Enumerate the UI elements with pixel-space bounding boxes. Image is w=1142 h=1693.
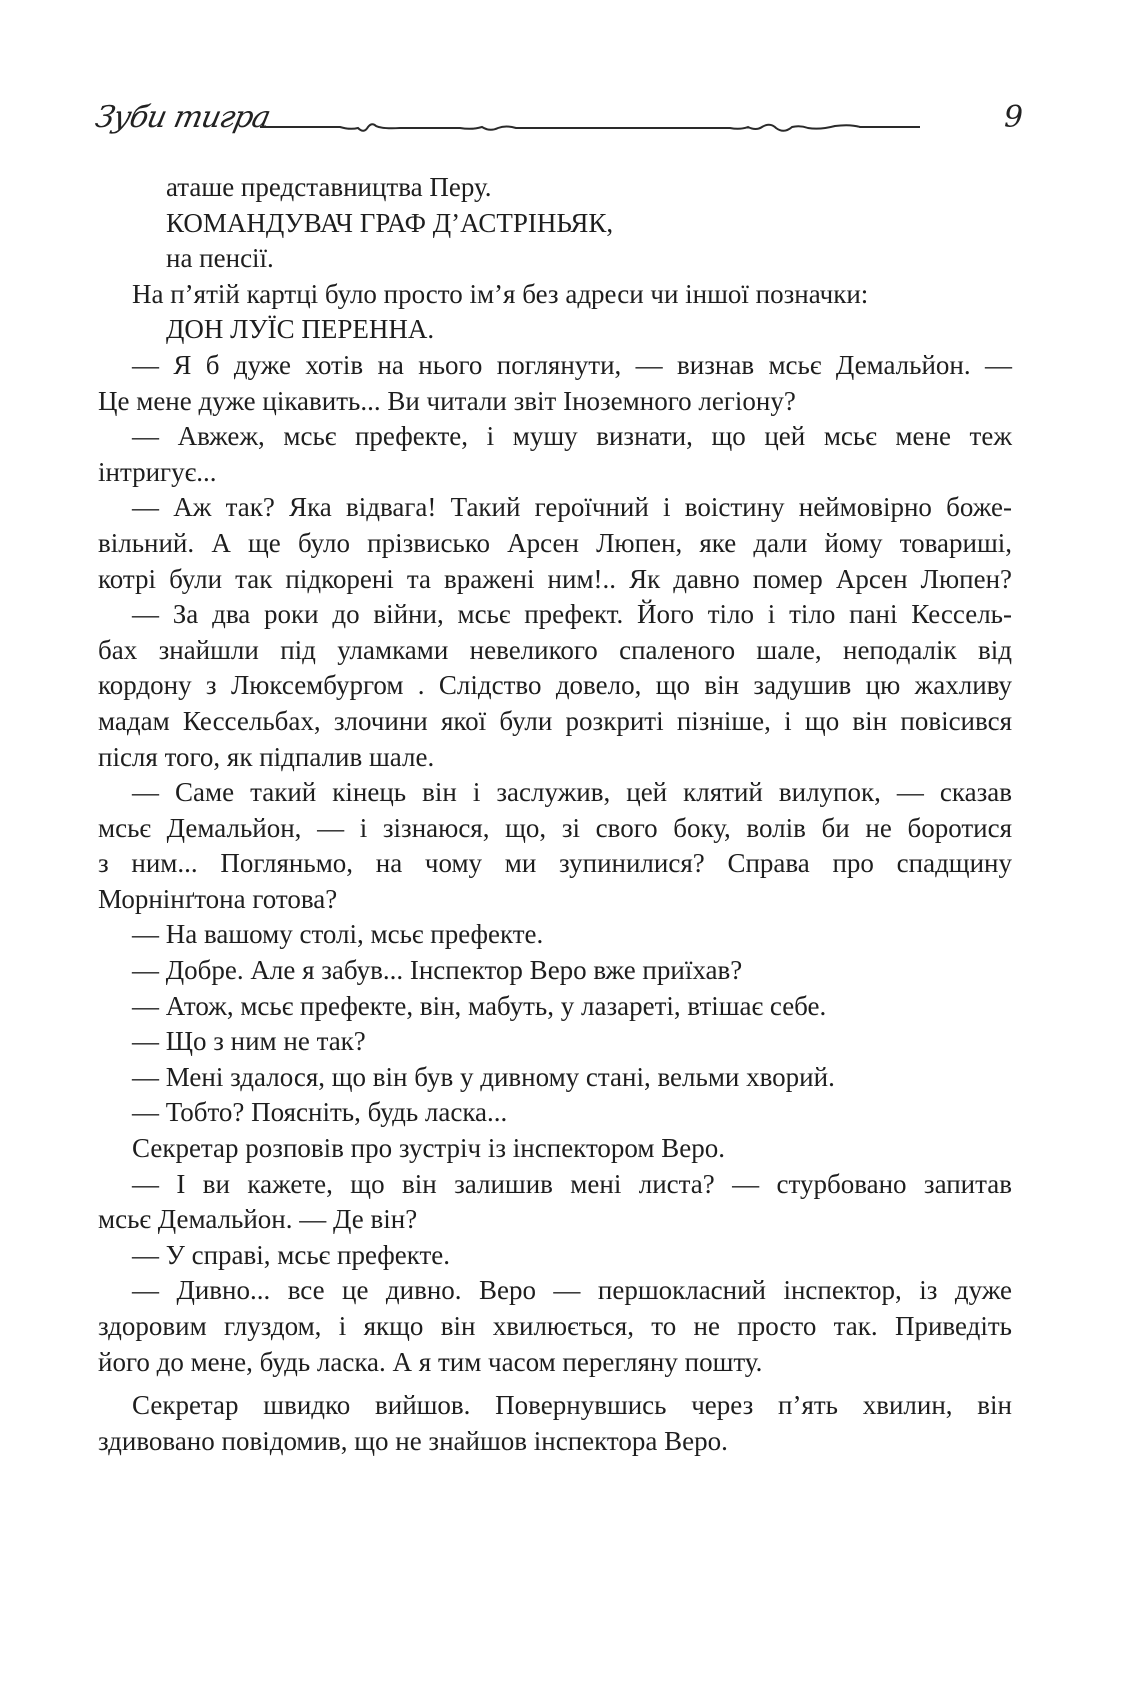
text-line: — Атож, мсьє префекте, він, мабуть, у лазареті, втішає себе. <box>132 990 827 1021</box>
page-number: 9 <box>1004 100 1024 135</box>
text-line: здоровим глуздом, і якщо він хвилюється, то не просто так. Приведіть <box>98 1311 1012 1341</box>
text-line: кордону з Люксембургом . Слідство довело, що він задушив цю жахливу <box>98 670 1012 701</box>
text-line: інтригує... <box>98 456 217 487</box>
text-line: Це мене дуже цікавить... Ви читали звіт Іноземного легіону? <box>98 385 796 416</box>
text-line: Секретар розповів про зустріч із інспектором Веро. <box>132 1133 725 1164</box>
text-line: здивовано повідомив, що не знайшов інспектора Веро. <box>98 1425 728 1456</box>
text-line: — На вашому столі, мсьє префекте. <box>132 919 544 950</box>
text-line: — Мені здалося, що він був у дивному стані, вельми хворий. <box>132 1061 835 1092</box>
text-line: на пенсії. <box>166 243 274 274</box>
text-line: після того, як підпалив шале. <box>98 741 435 772</box>
text-line: його до мене, будь ласка. А я тим часом перегляну пошту. <box>98 1346 763 1377</box>
text-line: Морнінґтона готова? <box>98 883 338 914</box>
text-line: — У справі, мсьє префекте. <box>132 1239 451 1270</box>
text-line: — Я б дуже хотів на нього поглянути, — визнав мсьє Демальйон. — <box>132 349 1012 380</box>
text-line: — Саме такий кінець він і заслужив, цей клятий вилупок, — сказав <box>132 777 1012 808</box>
ornamental-rule-icon <box>260 112 985 142</box>
text-line: мсьє Демальйон. — Де він? <box>98 1204 418 1235</box>
text-line: КОМАНДУВАЧ ГРАФ Д’АСТРІНЬЯК, <box>166 207 614 238</box>
running-title: Зуби тигра <box>92 100 274 135</box>
text-line: — Дивно... все це дивно. Веро — першокласний інспектор, із дуже <box>132 1275 1012 1306</box>
text-line: — Що з ним не так? <box>132 1026 366 1057</box>
text-line: мсьє Демальйон, — і зізнаюся, що, зі свого боку, волів би не боротися <box>98 812 1012 843</box>
text-line: вільний. А ще було прізвисько Арсен Люпен, яке дали йому товариші, <box>98 527 1012 558</box>
body-text <box>98 170 1012 1459</box>
text-line: — Авжеж, мсьє префекте, і мушу визнати, що цей мсьє мене теж <box>132 421 1012 452</box>
text-line: — Добре. Але я забув... Інспектор Веро вже приїхав? <box>132 955 743 986</box>
text-line: — Аж так? Яка відвага! Такий героїчний і воістину неймовірно боже- <box>132 492 1012 523</box>
text-line: ДОН ЛУЇС ПЕРЕННА. <box>166 314 435 345</box>
text-line: Секретар швидко вийшов. Повернувшись через п’ять хвилин, він <box>132 1390 1012 1421</box>
text-line: На п’ятій картці було просто ім’я без адреси чи іншої позначки: <box>132 278 869 309</box>
text-line: бах знайшли під уламками невеликого спаленого шале, неподалік від <box>98 634 1012 665</box>
paragraph-gap <box>132 1380 1012 1388</box>
text-line: — І ви кажете, що він залишив мені листа? — стурбовано запитав <box>132 1168 1012 1199</box>
text-line: з ним... Погляньмо, на чому ми зупинилися? Справа про спадщину <box>98 848 1012 879</box>
text-line: котрі були так підкорені та вражені ним!.. Як давно помер Арсен Люпен? <box>98 563 1012 594</box>
text-line: — За два роки до війни, мсьє префект. Його тіло і тіло пані Кессель- <box>132 599 1012 630</box>
text-line: — Тобто? Поясніть, будь ласка... <box>132 1097 508 1128</box>
text-line: мадам Кессельбах, злочини якої були розкриті пізніше, і що він повісився <box>98 705 1012 736</box>
text-line: аташе представництва Перу. <box>166 172 492 202</box>
